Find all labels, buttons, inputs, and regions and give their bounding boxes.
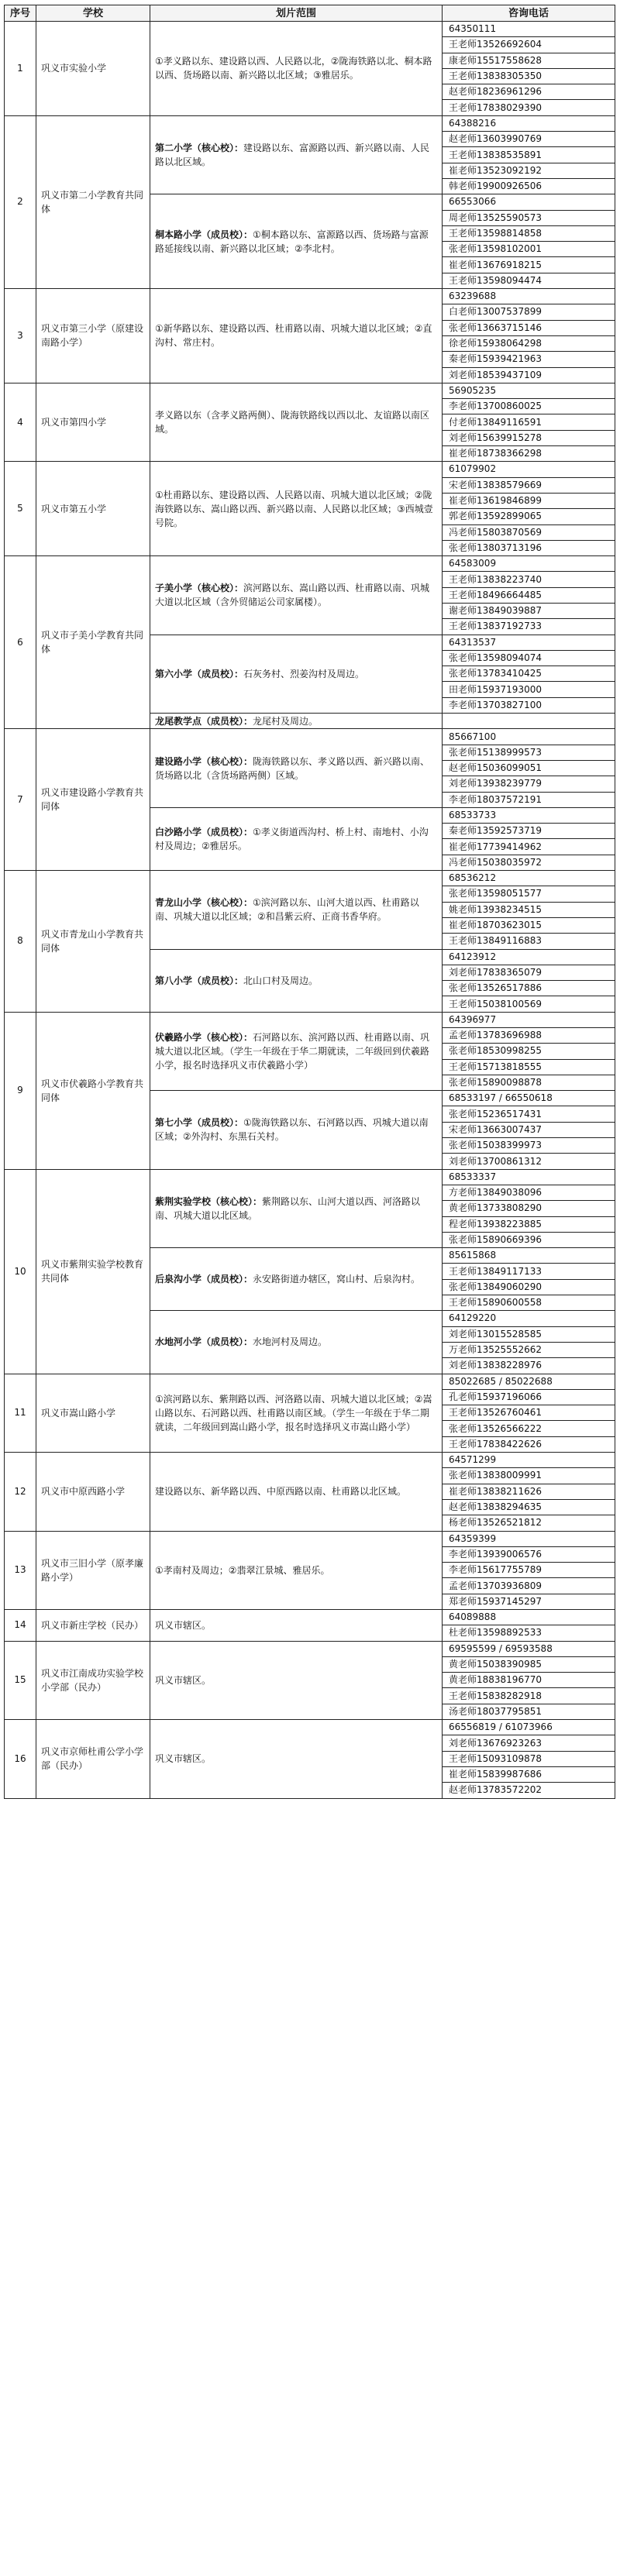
school-name: 巩义市建设路小学教育共同体 <box>36 729 150 871</box>
phone-entry: 王老师13838305350 <box>443 68 615 84</box>
zone-description: ①滨河路以东、紫荆路以西、河洛路以南、巩城大道以北区域；②嵩山路以东、石河路以西、杜甫路以南区域。（学生一年级在于华二期就读，二年级回到嵩山路小学，报名时选择巩义市嵩山路小学） <box>155 1393 432 1432</box>
zone-description: ①孝义街道西沟村、桥上村、南地村、小沟村及周边；②雅居乐。 <box>155 826 429 851</box>
phone-entry: 王老师13849117133 <box>443 1264 615 1279</box>
phone-entry: 69595599 / 69593588 <box>443 1641 615 1656</box>
row-index: 6 <box>5 556 36 729</box>
zone-area <box>150 729 443 807</box>
zone-description: 建设路以东、富源路以西、新兴路以南、人民路以北区域。 <box>155 143 430 168</box>
phone-entry: 66556819 / 61073966 <box>443 1720 615 1735</box>
zone-area <box>150 1248 443 1311</box>
zone-description: 永安路街道办辖区，窝山村、后泉沟村。 <box>253 1274 421 1285</box>
phone-entry: 王老师13838535891 <box>443 147 615 163</box>
phone-entry: 秦老师13592573719 <box>443 824 615 839</box>
zone-area <box>150 383 443 461</box>
phone-entry: 张老师18530998255 <box>443 1044 615 1059</box>
table-row <box>5 462 615 477</box>
school-name: 巩义市新庄学校（民办） <box>36 1609 150 1641</box>
phone-entry: 付老师13849116591 <box>443 414 615 430</box>
phone-entry: 郭老师13592899065 <box>443 509 615 524</box>
phone-entry: 崔老师13619846899 <box>443 493 615 508</box>
phone-entry: 赵老师13838294635 <box>443 1499 615 1515</box>
zone-area <box>150 1453 443 1531</box>
phone-entry: 黄老师13733808290 <box>443 1201 615 1216</box>
phone-entry: 赵老师13603990769 <box>443 132 615 147</box>
phone-entry: 冯老师15803870569 <box>443 524 615 540</box>
phone-entry: 刘老师17838365079 <box>443 965 615 980</box>
table-row <box>5 1531 615 1546</box>
row-index: 12 <box>5 1453 36 1531</box>
zone-area <box>150 1012 443 1090</box>
phone-entry: 68533197 / 66550618 <box>443 1091 615 1106</box>
phone-entry: 张老师13598094074 <box>443 650 615 665</box>
zone-description: ①桐本路以东、富源路以西、货场路与富源路延接线以南、新兴路以北区域；②李北村。 <box>155 229 429 254</box>
phone-entry: 85667100 <box>443 729 615 745</box>
phone-entry: 68536212 <box>443 871 615 886</box>
zone-sub-school: 后泉沟小学（成员校）： <box>155 1274 253 1285</box>
zone-description: 滨河路以东、嵩山路以西、杜甫路以南、巩城大道以北区域（含外贸储运公司家属楼）。 <box>155 583 430 608</box>
zone-area <box>150 556 443 635</box>
phone-entry: 张老师13663715146 <box>443 320 615 335</box>
phone-entry: 王老师15713818555 <box>443 1059 615 1075</box>
zone-description: ①新华路以东、建设路以西、杜甫路以南、巩城大道以北区域；②直沟村、常庄村。 <box>155 323 432 349</box>
table-row <box>5 115 615 131</box>
row-index: 3 <box>5 289 36 383</box>
zone-description: 孝义路以东（含孝义路两侧）、陇海铁路线以西以北、友谊路以南区域。 <box>155 410 430 435</box>
phone-entry: 张老师15038399973 <box>443 1138 615 1154</box>
zone-description: ①杜甫路以东、建设路以西、人民路以南、巩城大道以北区域；②陇海铁路以东、嵩山路以西、新兴路以南、人民路以北区域；③西城壹号院。 <box>155 489 433 528</box>
phone-entry: 秦老师15939421963 <box>443 352 615 367</box>
phone-entry <box>443 714 615 729</box>
zone-area <box>150 1720 443 1798</box>
zone-area <box>150 1531 443 1609</box>
table-row <box>5 556 615 572</box>
zone-sub-school: 第八小学（成员校）： <box>155 975 244 986</box>
table-row <box>5 1720 615 1735</box>
phone-entry: 64359399 <box>443 1531 615 1546</box>
phone-entry: 王老师13838223740 <box>443 572 615 587</box>
phone-entry: 李老师18037572191 <box>443 792 615 807</box>
phone-entry: 刘老师13700861312 <box>443 1154 615 1169</box>
school-name: 巩义市京师杜甫公学小学部（民办） <box>36 1720 150 1798</box>
phone-entry: 张老师13849060290 <box>443 1279 615 1295</box>
row-index: 13 <box>5 1531 36 1609</box>
zone-sub-school: 水地河小学（成员校）： <box>155 1336 253 1348</box>
zone-sub-school: 龙尾教学点（成员校）： <box>155 715 253 727</box>
table-row <box>5 1169 615 1185</box>
table-row <box>5 289 615 304</box>
phone-entry: 刘老师13838228976 <box>443 1358 615 1374</box>
phone-entry: 68533337 <box>443 1169 615 1185</box>
phone-entry: 王老师13598814858 <box>443 225 615 241</box>
phone-entry: 张老师15236517431 <box>443 1106 615 1122</box>
zone-area <box>150 807 443 870</box>
zone-area <box>150 871 443 949</box>
school-name: 巩义市子美小学教育共同体 <box>36 556 150 729</box>
zone-area <box>150 1311 443 1374</box>
zone-sub-school: 白沙路小学（成员校）： <box>155 826 253 837</box>
phone-entry: 崔老师13523092192 <box>443 163 615 178</box>
phone-entry: 李老师13703827100 <box>443 697 615 713</box>
zone-description: ①陇海铁路以东、石河路以西、巩城大道以南区域；②外沟村、东黑石关村。 <box>155 1117 429 1143</box>
phone-entry: 孟老师13783696988 <box>443 1028 615 1044</box>
header-index: 序号 <box>5 5 36 22</box>
row-index: 9 <box>5 1012 36 1169</box>
phone-entry: 王老师13837192733 <box>443 619 615 635</box>
table-row <box>5 729 615 745</box>
table-row <box>5 1641 615 1656</box>
phone-entry: 王老师13526692604 <box>443 37 615 53</box>
phone-entry: 张老师13803713196 <box>443 540 615 555</box>
phone-entry: 崔老师18703623015 <box>443 917 615 933</box>
zone-area <box>150 115 443 194</box>
table-body <box>5 22 615 1799</box>
phone-entry: 李老师13939006576 <box>443 1546 615 1562</box>
school-name: 巩义市中原西路小学 <box>36 1453 150 1531</box>
header-school: 学校 <box>36 5 150 22</box>
zone-sub-school: 紫荆实验学校（核心校）： <box>155 1195 263 1207</box>
phone-entry: 张老师13598102001 <box>443 242 615 257</box>
zone-sub-school: 第七小学（成员校）： <box>155 1117 244 1129</box>
zone-area <box>150 462 443 556</box>
phone-entry: 66553066 <box>443 194 615 210</box>
phone-entry: 宋老师13838579669 <box>443 477 615 493</box>
zone-description: ①孝义路以东、建设路以西、人民路以北，②陇海铁路以北、桐本路以西、货场路以南、新兴路以北区域；③雅居乐。 <box>155 56 432 81</box>
phone-entry: 张老师13598051577 <box>443 886 615 902</box>
zone-area <box>150 1609 443 1641</box>
zone-description: ①滨河路以东、山河大道以西、杜甫路以南、巩城大道以北区域；②和昌紫云府、正商书香华府。 <box>155 897 419 923</box>
phone-entry: 85615868 <box>443 1248 615 1264</box>
phone-entry: 王老师18496664485 <box>443 587 615 603</box>
zone-description: 建设路以东、新华路以西、中原西路以南、杜甫路以北区域。 <box>155 1486 407 1498</box>
school-name: 巩义市实验小学 <box>36 22 150 116</box>
phone-entry: 宋老师13663007437 <box>443 1122 615 1137</box>
phone-entry: 64583009 <box>443 556 615 572</box>
row-index: 8 <box>5 871 36 1013</box>
phone-entry: 杨老师13526521812 <box>443 1515 615 1531</box>
phone-entry: 王老师15038100569 <box>443 996 615 1012</box>
school-name: 巩义市江南成功实验学校小学部（民办） <box>36 1641 150 1719</box>
school-zoning-table <box>4 5 615 1799</box>
phone-entry: 崔老师13838211626 <box>443 1484 615 1499</box>
phone-entry: 姚老师13938234515 <box>443 902 615 917</box>
table-row <box>5 871 615 886</box>
phone-entry: 李老师13700860025 <box>443 399 615 414</box>
zone-sub-school: 建设路小学（核心校）： <box>155 755 253 767</box>
phone-entry: 张老师13526566222 <box>443 1421 615 1436</box>
row-index: 4 <box>5 383 36 461</box>
phone-entry: 张老师15890669396 <box>443 1232 615 1247</box>
zone-area <box>150 949 443 1012</box>
row-index: 7 <box>5 729 36 871</box>
zone-description: 石河路以东、滨河路以西、杜甫路以南、巩城大道以北区域。（学生一年级在于华二期就读，二年级回到伏羲路小学，报名时选择巩义市伏羲路小学） <box>155 1031 430 1071</box>
school-zoning-table-wrapper <box>4 5 615 1799</box>
school-name: 巩义市嵩山路小学 <box>36 1374 150 1452</box>
phone-entry: 王老师15890600558 <box>443 1295 615 1311</box>
phone-entry: 56905235 <box>443 383 615 398</box>
table-row <box>5 1374 615 1389</box>
row-index: 15 <box>5 1641 36 1719</box>
phone-entry: 刘老师13015528585 <box>443 1326 615 1342</box>
zone-area <box>150 194 443 289</box>
school-name: 巩义市三旧小学（原孝廉路小学） <box>36 1531 150 1609</box>
zone-description: 紫荆路以东、山河大道以西、河洛路以南、巩城大道以北区域。 <box>155 1195 421 1221</box>
phone-entry: 64123912 <box>443 949 615 965</box>
zone-sub-school: 子美小学（核心校）： <box>155 583 244 594</box>
phone-entry: 61079902 <box>443 462 615 477</box>
table-row <box>5 383 615 398</box>
row-index: 1 <box>5 22 36 116</box>
phone-entry: 谢老师13849039887 <box>443 603 615 618</box>
table-row <box>5 22 615 37</box>
phone-entry: 李老师15617755789 <box>443 1563 615 1578</box>
row-index: 16 <box>5 1720 36 1798</box>
phone-entry: 张老师15138999573 <box>443 745 615 760</box>
row-index: 5 <box>5 462 36 556</box>
row-index: 2 <box>5 115 36 288</box>
phone-entry: 王老师13598094474 <box>443 273 615 288</box>
zone-sub-school: 第二小学（核心校）： <box>155 143 244 154</box>
phone-entry: 田老师15937193000 <box>443 682 615 697</box>
zone-description: 巩义市辖区。 <box>155 1619 212 1631</box>
phone-entry: 85022685 / 85022688 <box>443 1374 615 1389</box>
phone-entry: 王老师15093109878 <box>443 1751 615 1766</box>
zone-sub-school: 桐本路小学（成员校）： <box>155 229 253 240</box>
phone-entry: 68533733 <box>443 807 615 823</box>
zone-area <box>150 635 443 713</box>
phone-entry: 张老师13526517886 <box>443 981 615 996</box>
phone-entry: 刘老师18539437109 <box>443 367 615 383</box>
phone-entry: 刘老师13676923263 <box>443 1735 615 1751</box>
phone-entry: 汤老师18037795851 <box>443 1704 615 1719</box>
zone-description: 陇海铁路以东、孝义路以西、新兴路以南、货场路以北（含货场路两侧）区域。 <box>155 755 430 781</box>
zone-area <box>150 1091 443 1169</box>
phone-entry: 64129220 <box>443 1311 615 1326</box>
table-row <box>5 1012 615 1027</box>
phone-entry: 64571299 <box>443 1453 615 1468</box>
phone-entry: 王老师17838422626 <box>443 1436 615 1452</box>
phone-entry: 64388216 <box>443 115 615 131</box>
phone-entry: 王老师17838029390 <box>443 100 615 115</box>
phone-entry: 张老师13783410425 <box>443 666 615 682</box>
zone-area <box>150 289 443 383</box>
phone-entry: 63239688 <box>443 289 615 304</box>
phone-entry: 黄老师18838196770 <box>443 1673 615 1688</box>
phone-entry: 孔老师15937196066 <box>443 1389 615 1405</box>
phone-entry: 刘老师13938239779 <box>443 776 615 792</box>
zone-area <box>150 22 443 116</box>
phone-entry: 徐老师15938064298 <box>443 335 615 351</box>
phone-entry: 赵老师15036099051 <box>443 760 615 776</box>
phone-entry: 方老师13849038096 <box>443 1185 615 1200</box>
phone-entry: 白老师13007537899 <box>443 304 615 320</box>
phone-entry: 崔老师13676918215 <box>443 257 615 273</box>
row-index: 14 <box>5 1609 36 1641</box>
zone-area <box>150 1641 443 1719</box>
row-index: 11 <box>5 1374 36 1452</box>
phone-entry: 赵老师18236961296 <box>443 84 615 100</box>
zone-description: ①孝南村及周边；②翡翠江景城、雅居乐。 <box>155 1564 330 1576</box>
row-index: 10 <box>5 1169 36 1374</box>
phone-entry: 刘老师15639915278 <box>443 430 615 445</box>
phone-entry: 万老师13525552662 <box>443 1342 615 1357</box>
school-name: 巩义市青龙山小学教育共同体 <box>36 871 150 1013</box>
header-row <box>5 5 615 22</box>
phone-entry: 崔老师18738366298 <box>443 446 615 462</box>
phone-entry: 郑老师15937145297 <box>443 1594 615 1609</box>
school-name: 巩义市伏羲路小学教育共同体 <box>36 1012 150 1169</box>
zone-sub-school: 青龙山小学（核心校）： <box>155 897 253 909</box>
header-area: 划片范围 <box>150 5 443 22</box>
phone-entry: 孟老师13703936809 <box>443 1578 615 1594</box>
phone-entry: 杜老师13598892533 <box>443 1625 615 1641</box>
table-row <box>5 1453 615 1468</box>
phone-entry: 王老师13526760461 <box>443 1405 615 1421</box>
phone-entry: 黄老师15038390985 <box>443 1656 615 1672</box>
phone-entry: 64396977 <box>443 1012 615 1027</box>
school-name: 巩义市第四小学 <box>36 383 150 461</box>
phone-entry: 张老师13838009991 <box>443 1468 615 1484</box>
zone-description: 龙尾村及周边。 <box>253 715 319 727</box>
phone-entry: 张老师15890098878 <box>443 1075 615 1090</box>
school-name: 巩义市第二小学教育共同体 <box>36 115 150 288</box>
phone-entry: 赵老师13783572202 <box>443 1783 615 1798</box>
table-row <box>5 1609 615 1625</box>
header-phone: 咨询电话 <box>443 5 615 22</box>
zone-description: 水地河村及周边。 <box>253 1336 328 1348</box>
zone-sub-school: 第六小学（成员校）： <box>155 668 244 679</box>
phone-entry: 冯老师15038035972 <box>443 855 615 870</box>
school-name: 巩义市第三小学（原建设南路小学） <box>36 289 150 383</box>
zone-area <box>150 1374 443 1452</box>
zone-sub-school: 伏羲路小学（核心校）： <box>155 1031 253 1043</box>
school-name: 巩义市第五小学 <box>36 462 150 556</box>
phone-entry: 64350111 <box>443 22 615 37</box>
zone-area <box>150 714 443 729</box>
phone-entry: 程老师13938223885 <box>443 1216 615 1232</box>
phone-entry: 周老师13525590573 <box>443 210 615 225</box>
zone-description: 巩义市辖区。 <box>155 1753 212 1765</box>
phone-entry: 王老师15838282918 <box>443 1688 615 1704</box>
phone-entry: 王老师13849116883 <box>443 934 615 949</box>
zone-area <box>150 1169 443 1247</box>
phone-entry: 64313537 <box>443 635 615 650</box>
phone-entry: 康老师15517558628 <box>443 53 615 68</box>
phone-entry: 崔老师15839987686 <box>443 1766 615 1782</box>
zone-description: 巩义市辖区。 <box>155 1674 212 1686</box>
zone-description: 北山口村及周边。 <box>243 975 319 986</box>
school-name: 巩义市紫荆实验学校教育共同体 <box>36 1169 150 1374</box>
phone-entry: 韩老师19900926506 <box>443 178 615 194</box>
zone-description: 石灰务村、烈姜沟村及周边。 <box>243 668 365 679</box>
phone-entry: 崔老师17739414962 <box>443 839 615 855</box>
phone-entry: 64089888 <box>443 1609 615 1625</box>
